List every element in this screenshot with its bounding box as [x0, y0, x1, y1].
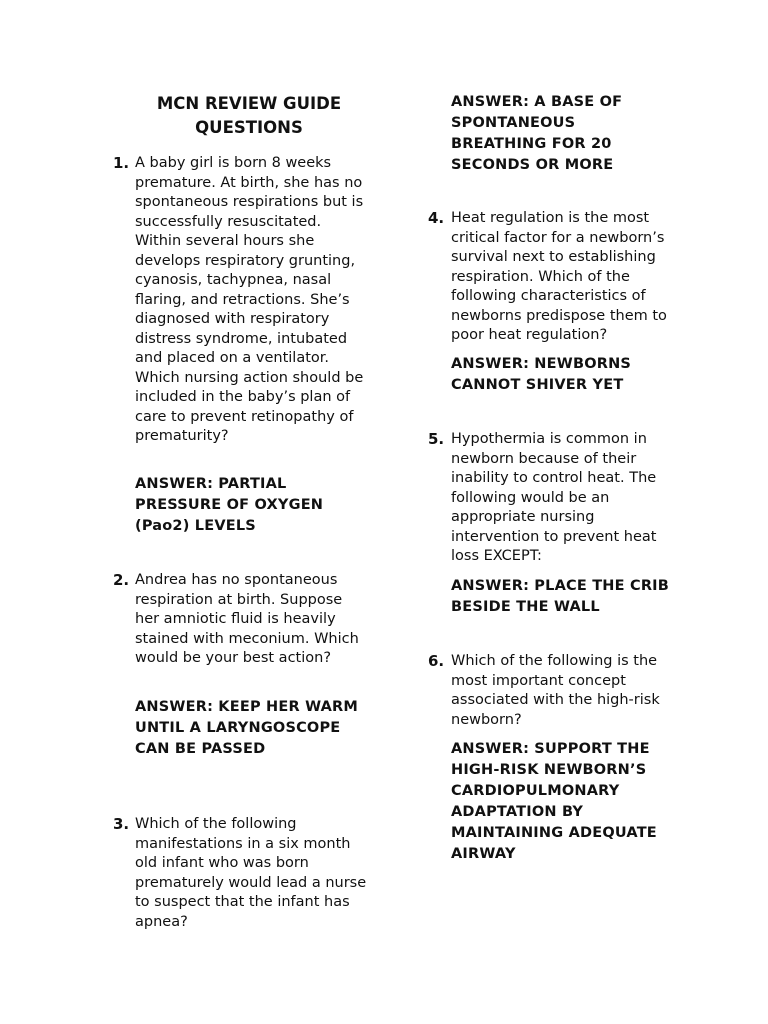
answer-text: ANSWER: PLACE THE CRIB BESIDE THE WALL — [451, 578, 670, 615]
question-text: Which of the following is the most important concept associated with the high-risk newborn? — [451, 653, 660, 728]
answer-text: ANSWER: NEWBORNS CANNOT SHIVER YET — [451, 356, 632, 393]
carryover-answer: ANSWER: A BASE OF SPONTANEOUS BREATHING FOR 20 SECONDS OR MORE — [451, 94, 623, 173]
question-number: 4. — [428, 209, 445, 227]
question-number: 2. — [113, 571, 130, 589]
question-number: 1. — [113, 154, 130, 172]
answer-text: ANSWER: PARTIAL PRESSURE OF OXYGEN (Pao2) LEVELS — [135, 476, 324, 534]
answer-text: ANSWER: SUPPORT THE HIGH-RISK NEWBORN’S CARDIOPULMONARY ADAPTATION BY MAINTAINING ADEQUATE AIRWAY — [451, 741, 657, 862]
question-text: A baby girl is born 8 weeks premature. At birth, she has no spontaneous respirations but is successfully resuscitated. Within several hours she develops respiratory grunting, cyanosis, tachypnea, nasal flaring, and retractions. She’s diagnosed with respiratory distress syndrome, intubated and placed on a ventilator. Which nursing action should be included in the baby’s plan of care to prevent retinopathy of prematurity? — [135, 155, 364, 444]
question-number: 6. — [428, 652, 445, 670]
page-title: MCN REVIEW GUIDE QUESTIONS — [156, 94, 342, 137]
question-text: Heat regulation is the most critical factor for a newborn’s survival next to establishing respiration. Which of the following characteristics of newborns predispose them to poor heat regulation? — [451, 210, 667, 343]
question-text: Which of the following manifestations in a six month old infant who was born prematurely would lead a nurse to suspect that the infant has apnea? — [135, 816, 367, 930]
question-text: Hypothermia is common in newborn because of their inability to control heat. The following would be an appropriate nursing intervention to prevent heat loss EXCEPT: — [451, 431, 657, 564]
question-number: 3. — [113, 815, 130, 833]
question-text: Andrea has no spontaneous respiration at birth. Suppose her amniotic fluid is heavily stained with meconium. Which would be your best action? — [135, 572, 359, 666]
question-number: 5. — [428, 430, 445, 448]
answer-text: ANSWER: KEEP HER WARM UNTIL A LARYNGOSCOPE CAN BE PASSED — [135, 699, 359, 757]
